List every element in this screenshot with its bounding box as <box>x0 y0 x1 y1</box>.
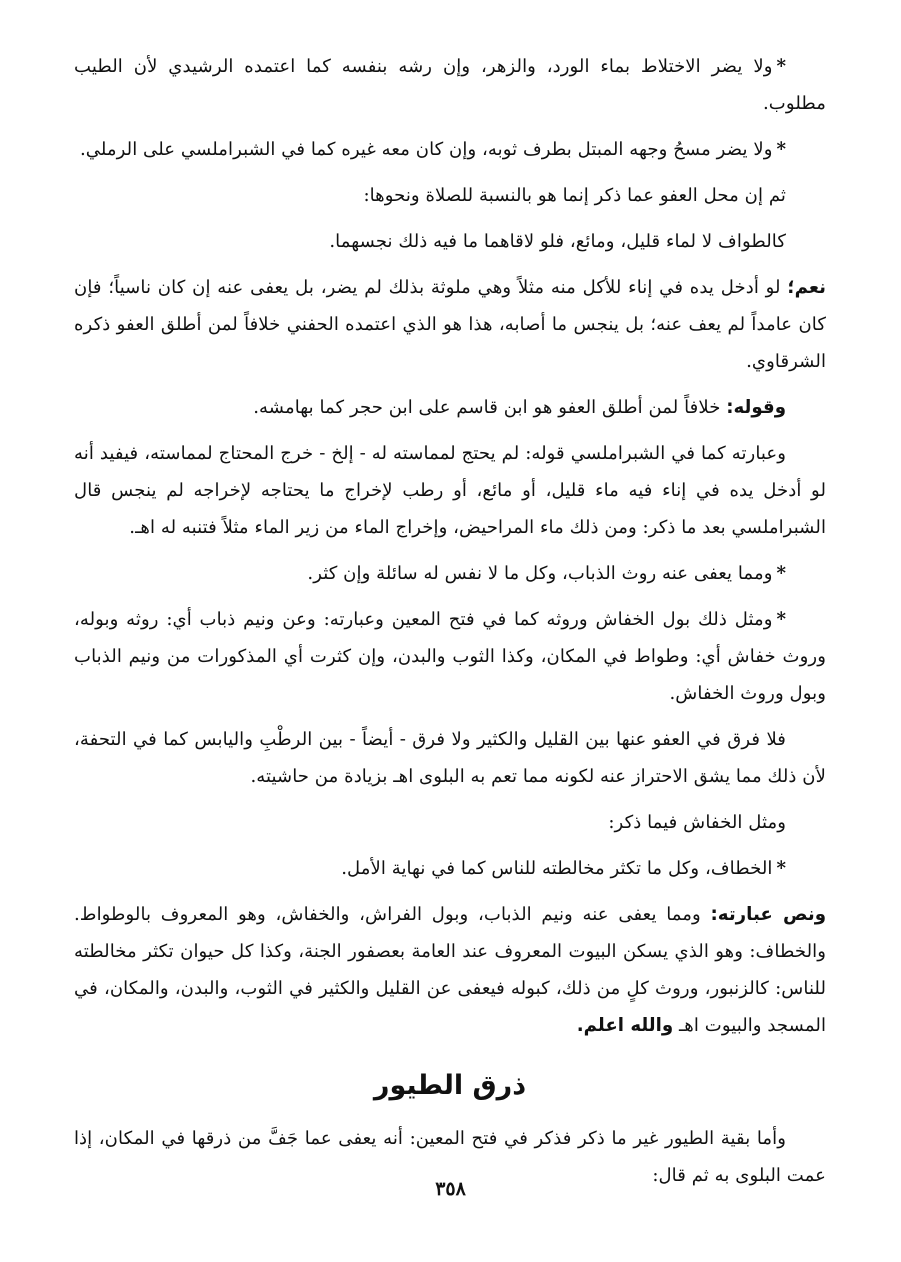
paragraph-text: وأما بقية الطيور غير ما ذكر فذكر في فتح المعين: أنه يعفى عما جَفَّ من ذرقها في المكان، إذا عمت البلوى به ثم قال: <box>74 1128 826 1186</box>
paragraph-lead: نعم؛ <box>787 277 826 298</box>
paragraph-10 <box>74 721 826 795</box>
paragraph-text: ومما يعفى عنه ونيم الذباب، وبول الفراش، والخفاش، وهو المعروف بالوطواط. والخطاف: وهو الذي يسكن البيوت المعروف عند العامة بعصفور الجنة، وكذا كل حيوان تكثر مخالطته للناس: كالزنبور، وروث كلٍ من ذلك، كبوله فيعفى عن القليل والكثير في الثوب، والبدن، والمكان، في المسجد والبيوت اهـ <box>74 904 826 1036</box>
paragraph-7 <box>74 435 826 546</box>
paragraph-tail: والله اعلم. <box>576 1015 674 1036</box>
paragraph-text: ولا يضر الاختلاط بماء الورد، والزهر، وإن رشه بنفسه كما اعتمده الرشيدي لأن الطيب مطلوب. <box>74 56 826 114</box>
paragraph-text: ومما يعفى عنه روث الذباب، وكل ما لا نفس له سائلة وإن كثر. <box>307 563 773 584</box>
paragraph-11 <box>74 804 826 841</box>
paragraph-text: ومثل ذلك بول الخفاش وروثه كما في فتح المعين وعبارته: وعن ونيم ذباب أي: روثه وبوله، وروث خفاش أي: وطواط في المكان، وكذا الثوب والبدن، وإن كثرت أي المذكورات من ونيم الذباب وبول وروث الخفاش. <box>74 609 826 704</box>
bullet-star: * <box>776 609 786 630</box>
paragraph-text: لو أدخل يده في إناء للأكل منه مثلاً وهي ملوثة بذلك لم يضر، بل يعفى عنه إن كان ناسياً؛ فإن كان عامداً لم يعف عنه؛ بل ينجس ما أصابه، هذا هو الذي اعتمده الحفني خلافاً لمن أطلق العفو ذكره الشرقاوي. <box>74 277 826 372</box>
paragraph-2 <box>74 131 826 168</box>
paragraph-text: كالطواف لا لماء قليل، ومائع، فلو لاقاهما ما فيه ذلك نجسهما. <box>329 231 786 252</box>
paragraph-text: فلا فرق في العفو عنها بين القليل والكثير ولا فرق - أيضاً - بين الرطْبِ واليابس كما في التحفة، لأن ذلك مما يشق الاحتراز عنه لكونه مما تعم به البلوى اهـ بزيادة من حاشيته. <box>74 729 826 787</box>
paragraph-4 <box>74 223 826 260</box>
paragraph-text: الخطاف، وكل ما تكثر مخالطته للناس كما في نهاية الأمل. <box>341 858 773 879</box>
paragraph-6 <box>74 389 826 426</box>
paragraph-5 <box>74 269 826 380</box>
paragraph-1 <box>74 48 826 122</box>
section-heading: ذرق الطيور <box>373 1070 527 1101</box>
paragraph-9 <box>74 601 826 712</box>
bullet-star: * <box>776 563 786 584</box>
bullet-star: * <box>776 139 786 160</box>
paragraph-text: وعبارته كما في الشبراملسي قوله: لم يحتج لمماسته له - إلخ - خرج المحتاج لمماسته، فيفيد أنه لو أدخل يده في إناء فيه ماء قليل، أو مائع، أو رطب لإخراج ما يحتاجه لإخراجه لم ينجس قال الشبراملسي بعد ما ذكر: ومن ذلك ماء المراحيض، وإخراج الماء من زير الماء مثلاً فتنبه له اهـ. <box>74 443 826 538</box>
paragraph-text: خلافاً لمن أطلق العفو هو ابن قاسم على ابن حجر كما بهامشه. <box>253 397 727 418</box>
paragraph-text: ومثل الخفاش فيما ذكر: <box>608 812 786 833</box>
paragraph-13 <box>74 896 826 1044</box>
document-page <box>74 48 826 1203</box>
bullet-star: * <box>776 56 786 77</box>
paragraph-text: ثم إن محل العفو عما ذكر إنما هو بالنسبة للصلاة ونحوها: <box>363 185 786 206</box>
paragraph-text: ولا يضر مسحُ وجهه المبتل بطرف ثوبه، وإن كان معه غيره كما في الشبراملسي على الرملي. <box>79 139 773 160</box>
paragraph-lead: وقوله: <box>726 397 786 418</box>
bullet-star: * <box>776 858 786 879</box>
paragraph-lead: ونص عبارته: <box>710 904 826 925</box>
paragraph-8 <box>74 555 826 592</box>
paragraph-12 <box>74 850 826 887</box>
page-number: ٣٥٨ <box>435 1178 466 1200</box>
paragraph-3 <box>74 177 826 214</box>
